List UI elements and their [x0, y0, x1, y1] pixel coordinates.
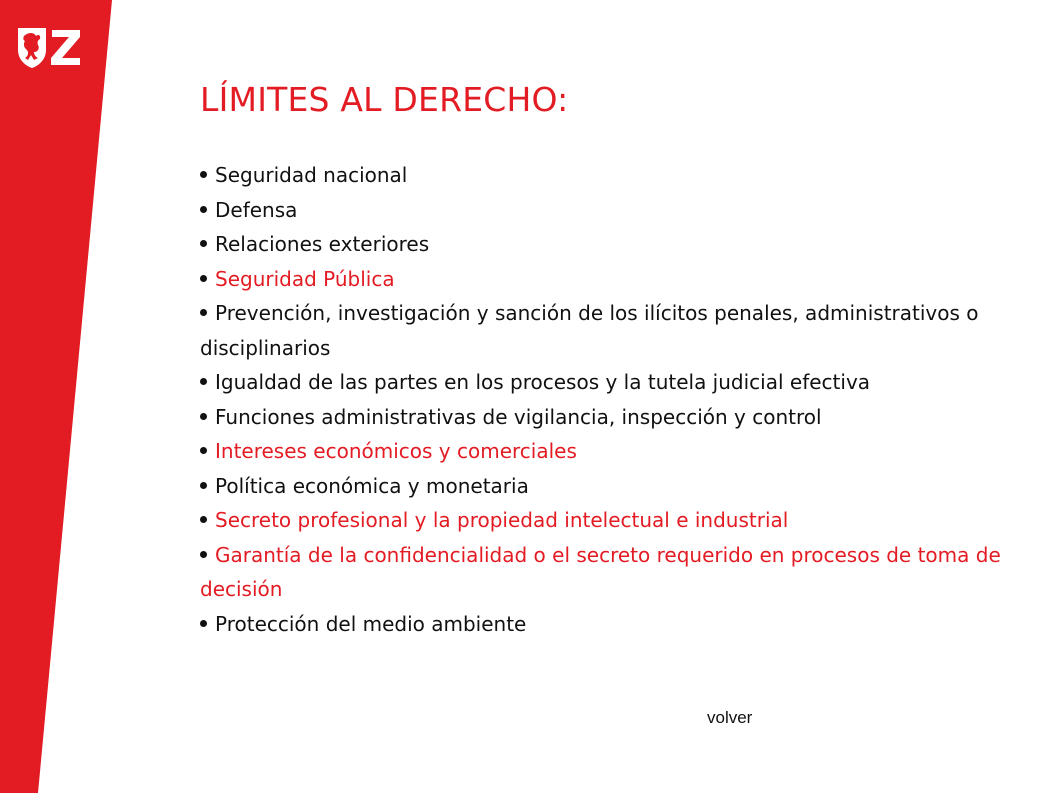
list-item — [200, 434, 1050, 469]
page-title: LÍMITES AL DERECHO: — [200, 80, 569, 119]
list-item — [200, 469, 1050, 504]
list-item — [200, 296, 1050, 365]
list-item-text: Prevención, investigación y sanción de los ilícitos penales, administrativos o disciplinarios — [200, 301, 979, 360]
bullet-icon — [200, 620, 207, 627]
list-item-text: Defensa — [215, 197, 298, 222]
zaragoza-lion-crest-icon — [14, 22, 86, 70]
list-item-text: Intereses económicos y comerciales — [215, 439, 577, 463]
back-link[interactable]: volver — [707, 708, 753, 727]
list-item-text: Garantía de la confidencialidad o el secreto requerido en procesos de toma de decisión — [200, 542, 1001, 601]
list-item — [200, 227, 1050, 262]
limits-list — [200, 158, 1050, 641]
bullet-icon — [200, 240, 207, 247]
list-item-text: Seguridad nacional — [215, 163, 408, 187]
bullet-icon — [200, 551, 207, 558]
list-item — [200, 262, 1050, 297]
list-item-text: Relaciones exteriores — [215, 232, 430, 256]
list-item — [200, 193, 1050, 228]
bullet-icon — [200, 275, 207, 282]
list-item-text: Protección del medio ambiente — [215, 611, 527, 636]
red-sidebar-band — [0, 0, 120, 793]
bullet-icon — [200, 482, 207, 489]
bullet-icon — [200, 378, 207, 385]
bullet-icon — [200, 309, 207, 316]
bullet-icon — [200, 171, 207, 178]
list-item-text: Secreto profesional y la propiedad intelectual e industrial — [215, 508, 789, 532]
list-item-text: Política económica y monetaria — [215, 473, 529, 498]
list-item-text: Funciones administrativas de vigilancia, inspección y control — [215, 404, 822, 429]
list-item — [200, 158, 1050, 193]
list-item — [200, 365, 1050, 400]
list-item-text: Igualdad de las partes en los procesos y la tutela judicial efectiva — [215, 370, 871, 394]
list-item — [200, 538, 1050, 607]
bullet-icon — [200, 516, 207, 523]
list-item-text: Seguridad Pública — [215, 266, 395, 291]
list-item — [200, 400, 1050, 435]
bullet-icon — [200, 447, 207, 454]
bullet-icon — [200, 206, 207, 213]
list-item — [200, 607, 1050, 642]
bullet-icon — [200, 413, 207, 420]
list-item — [200, 503, 1050, 538]
